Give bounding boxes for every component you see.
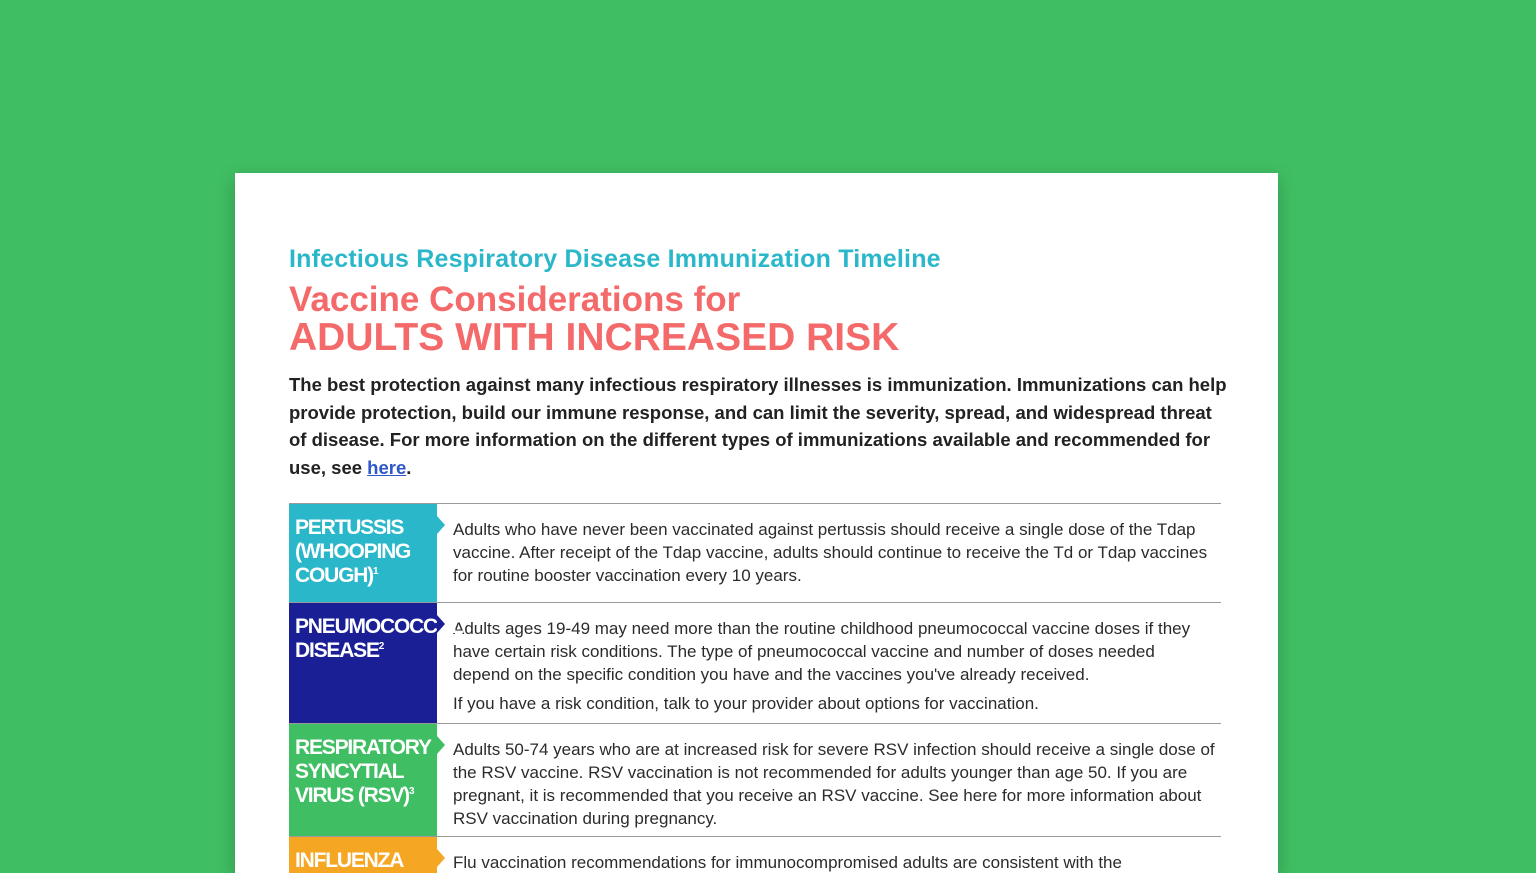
vaccine-table [289,503,1221,873]
table-row-pertussis [289,504,1221,603]
footnote-marker: 3 [408,786,414,797]
footnote-marker: 2 [378,641,384,652]
row-label-text: PERTUSSIS (WHOOPING COUGH) [295,516,411,587]
row-label-text: RESPIRATORY SYNCYTIAL VIRUS (RSV) [295,736,431,807]
row-paragraph: Adults who have never been vaccinated against pertussis should receive a single dose of the Tdap vaccine. After receipt of the Tdap vaccine, adults should continue to receive the Td or Tdap vaccines for routine booster vaccination every 10 years. [453,520,1208,585]
document-subtitle: Infectious Respiratory Disease Immunization Timeline [289,245,941,273]
intro-text: The best protection against many infectious respiratory illnesses is immunization. Immunizations can help provide protection, build our immune response, and can limit the severity, spread, and widespread threat of disease. For more information on the different types of immunizations available and recommended for use, see [289,374,1227,478]
row-description-pertussis [437,504,1221,602]
row-description-pneumococcal [437,603,1221,723]
intro-here-link[interactable]: here [367,456,407,478]
row-description-influenza [437,837,1221,873]
table-row-influenza [289,837,1221,873]
row-label-text: INFLUENZA [295,849,404,872]
table-row-pneumococcal [289,603,1221,724]
row-paragraph: Adults ages 19-49 may need more than the routine childhood pneumococcal vaccine doses if they have certain risk conditions. The type of pneumococcal vaccine and number of doses needed depend on the specific condition you have and the vaccines you've already received. [453,619,1191,684]
row-description-rsv [437,724,1221,836]
row-paragraph: If you have a risk condition, talk to your provider about options for vaccination. [453,694,1039,713]
intro-paragraph [289,371,1229,481]
row-label-influenza [289,837,437,873]
row-label-rsv [289,724,437,836]
title-line-2: ADULTS WITH INCREASED RISK [289,316,900,359]
intro-end: . [406,456,412,478]
document-page [235,173,1278,873]
row-label-pneumococcal [289,603,463,723]
row-label-text: PNEUMOCOCCAL DISEASE [295,615,463,662]
row-paragraph: Flu vaccination recommendations for immunocompromised adults are consistent with the [453,853,1122,872]
table-row-rsv [289,724,1221,837]
title-line-1: Vaccine Considerations for [289,280,741,319]
row-label-pertussis [289,504,437,602]
footnote-marker: 1 [372,566,378,577]
document-title [289,281,899,357]
row-paragraph: Adults 50-74 years who are at increased risk for severe RSV infection should receive a single dose of the RSV vaccine. RSV vaccination is not recommended for adults younger than age 50. If you are pregnant, it is recommended that you receive an RSV vaccine. See here for more information about RSV vaccination during pregnancy. [453,740,1215,828]
